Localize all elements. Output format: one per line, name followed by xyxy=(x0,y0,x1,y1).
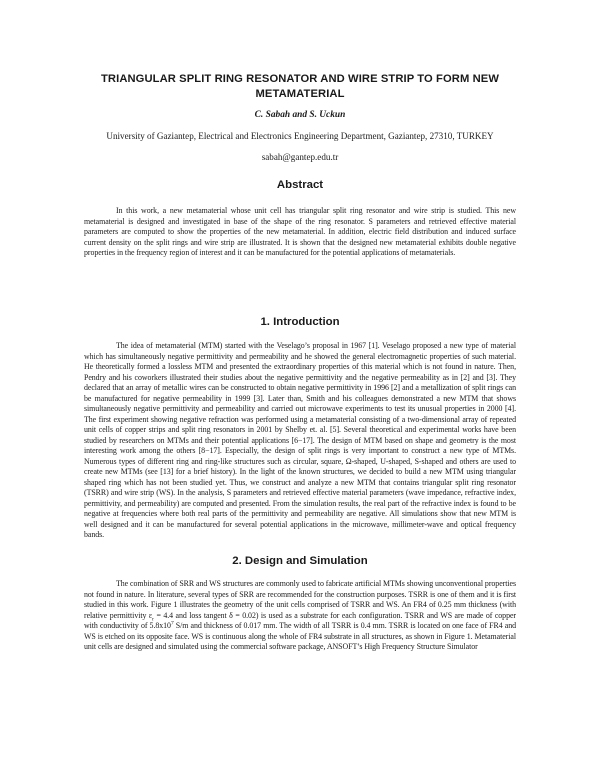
author-email: sabah@gantep.edu.tr xyxy=(261,152,339,162)
introduction-heading: 1. Introduction xyxy=(260,316,340,328)
design-text-part-1: The combination of SRR and WS structures are commonly used to fabricate artificial MTMs showing unconventional properties not found in nature. In literature, several types of SRR are recommended for the construction purposes. TSRR is one of them and it is first studied in this work. Figure 1 illustrates the geometry of the unit cells comprised of TSRR and WS. An FR4 of 0.25 mm thickness (with relative permittivity ε xyxy=(84,579,516,620)
design-text-part-2: = 4.4 and loss tangent δ = 0.02) is used as a substrate for each configuration. TSRR and WS are made of copper with conductivity of 5.8x10 xyxy=(84,610,516,630)
conductivity-exponent: 7 xyxy=(170,620,174,627)
design-text-part-3: S/m and thickness of 0.017 mm. The width of all TSRR is 0.4 mm. TSRR is located on one face of FR4 and WS is etched on its opposite face. WS is continuous along the whole of FR4 substrate in all structures, as shown in Figure 1. Metamaterial unit cells are designed and simulated using the commercial software package, ANSOFT’s High Frequency Structure Simulator xyxy=(84,621,516,651)
paper-title: TRIANGULAR SPLIT RING RESONATOR AND WIRE STRIP TO FORM NEW METAMATERIAL xyxy=(101,73,499,100)
abstract-text: In this work, a new metamaterial whose unit cell has triangular split ring resonator and wire strip is studied. This new metamaterial is designed and investigated in base of the shape of the ring resonator. S parameters and retrieved effective material parameters are computed to show the properties of the new metamaterial. In addition, electric field distribution and induced surface current density on the split rings and wire strip are illustrated. It is shown that the designed new metamaterial exhibits double negative properties in the frequency region of interest and it can be manufactured for the potential applications of metamaterials. xyxy=(84,206,516,257)
design-text xyxy=(84,579,516,653)
introduction-text: The idea of metamaterial (MTM) started with the Veselago’s proposal in 1967 [1]. Veselago proposed a new type of material which has simultaneously negative permittivity and permeability and he showed the general electromagnetic properties of such material. He theoretically formed a lossless MTM and presented the extraordinary properties of this material which is not found in nature. Then, Pendry and his coworkers illustrated their studies about the negative permittivity and the negative permeability as in [2] and [3]. They declared that an array of metallic wires can be constructed to obtain negative permittivity in 1996 [2] and a metallization of split rings can be manufactured for negative permeability in 1999 [3]. Later than, Smith and his colleagues demonstrated a new MTM that shows simultaneously negative permittivity and permeability and carried out microwave experiments to test its unusual properties in 2000 [4]. The first experiment showing negative refraction was performed using a metamaterial consisting of a two-dimensional array of repeated unit cells of copper strips and split ring resonators in 2001 by Shelby et. al. [5]. Several theoretical and experimental works have been studied by researchers on MTMs and their potential applications [6−17]. The design of MTM based on shape and geometry is the most interesting work among the others [8−17]. Especially, the design of split rings is very important to construct a new type of MTMs. Numerous types of different ring and ring-like structures such as circular, square, Ω-shaped, U-shaped, S-shaped and others are used to create new MTMs (see [13] for a brief history). In the light of the known structures, we decided to build a new MTM using triangular shaped ring which has not been studied yet. Thus, we construct and analyze a new MTM that contains triangular split ring resonator (TSRR) and wire strip (WS). In the analysis, S parameters and retrieved effective material parameters (wave impedance, refractive index, permittivity, and permeability) are computed and presented. From the simulation results, the real part of the refractive index is found to be negative at frequencies where both real parts of the permittivity and permeability are negative. All simulations show that new MTM is well designed and it can be manufactured for several potential applications in the microwave, millimeter-wave and optical frequency bands. xyxy=(84,341,516,539)
abstract-heading: Abstract xyxy=(276,179,324,191)
design-heading: 2. Design and Simulation xyxy=(232,555,368,567)
permittivity-subscript: r xyxy=(152,616,154,623)
author-affiliation: University of Gaziantep, Electrical and Electronics Engineering Department, Gaziantep, 27310, TURKEY xyxy=(106,131,494,141)
paper-authors: C. Sabah and S. Uckun xyxy=(254,110,346,120)
